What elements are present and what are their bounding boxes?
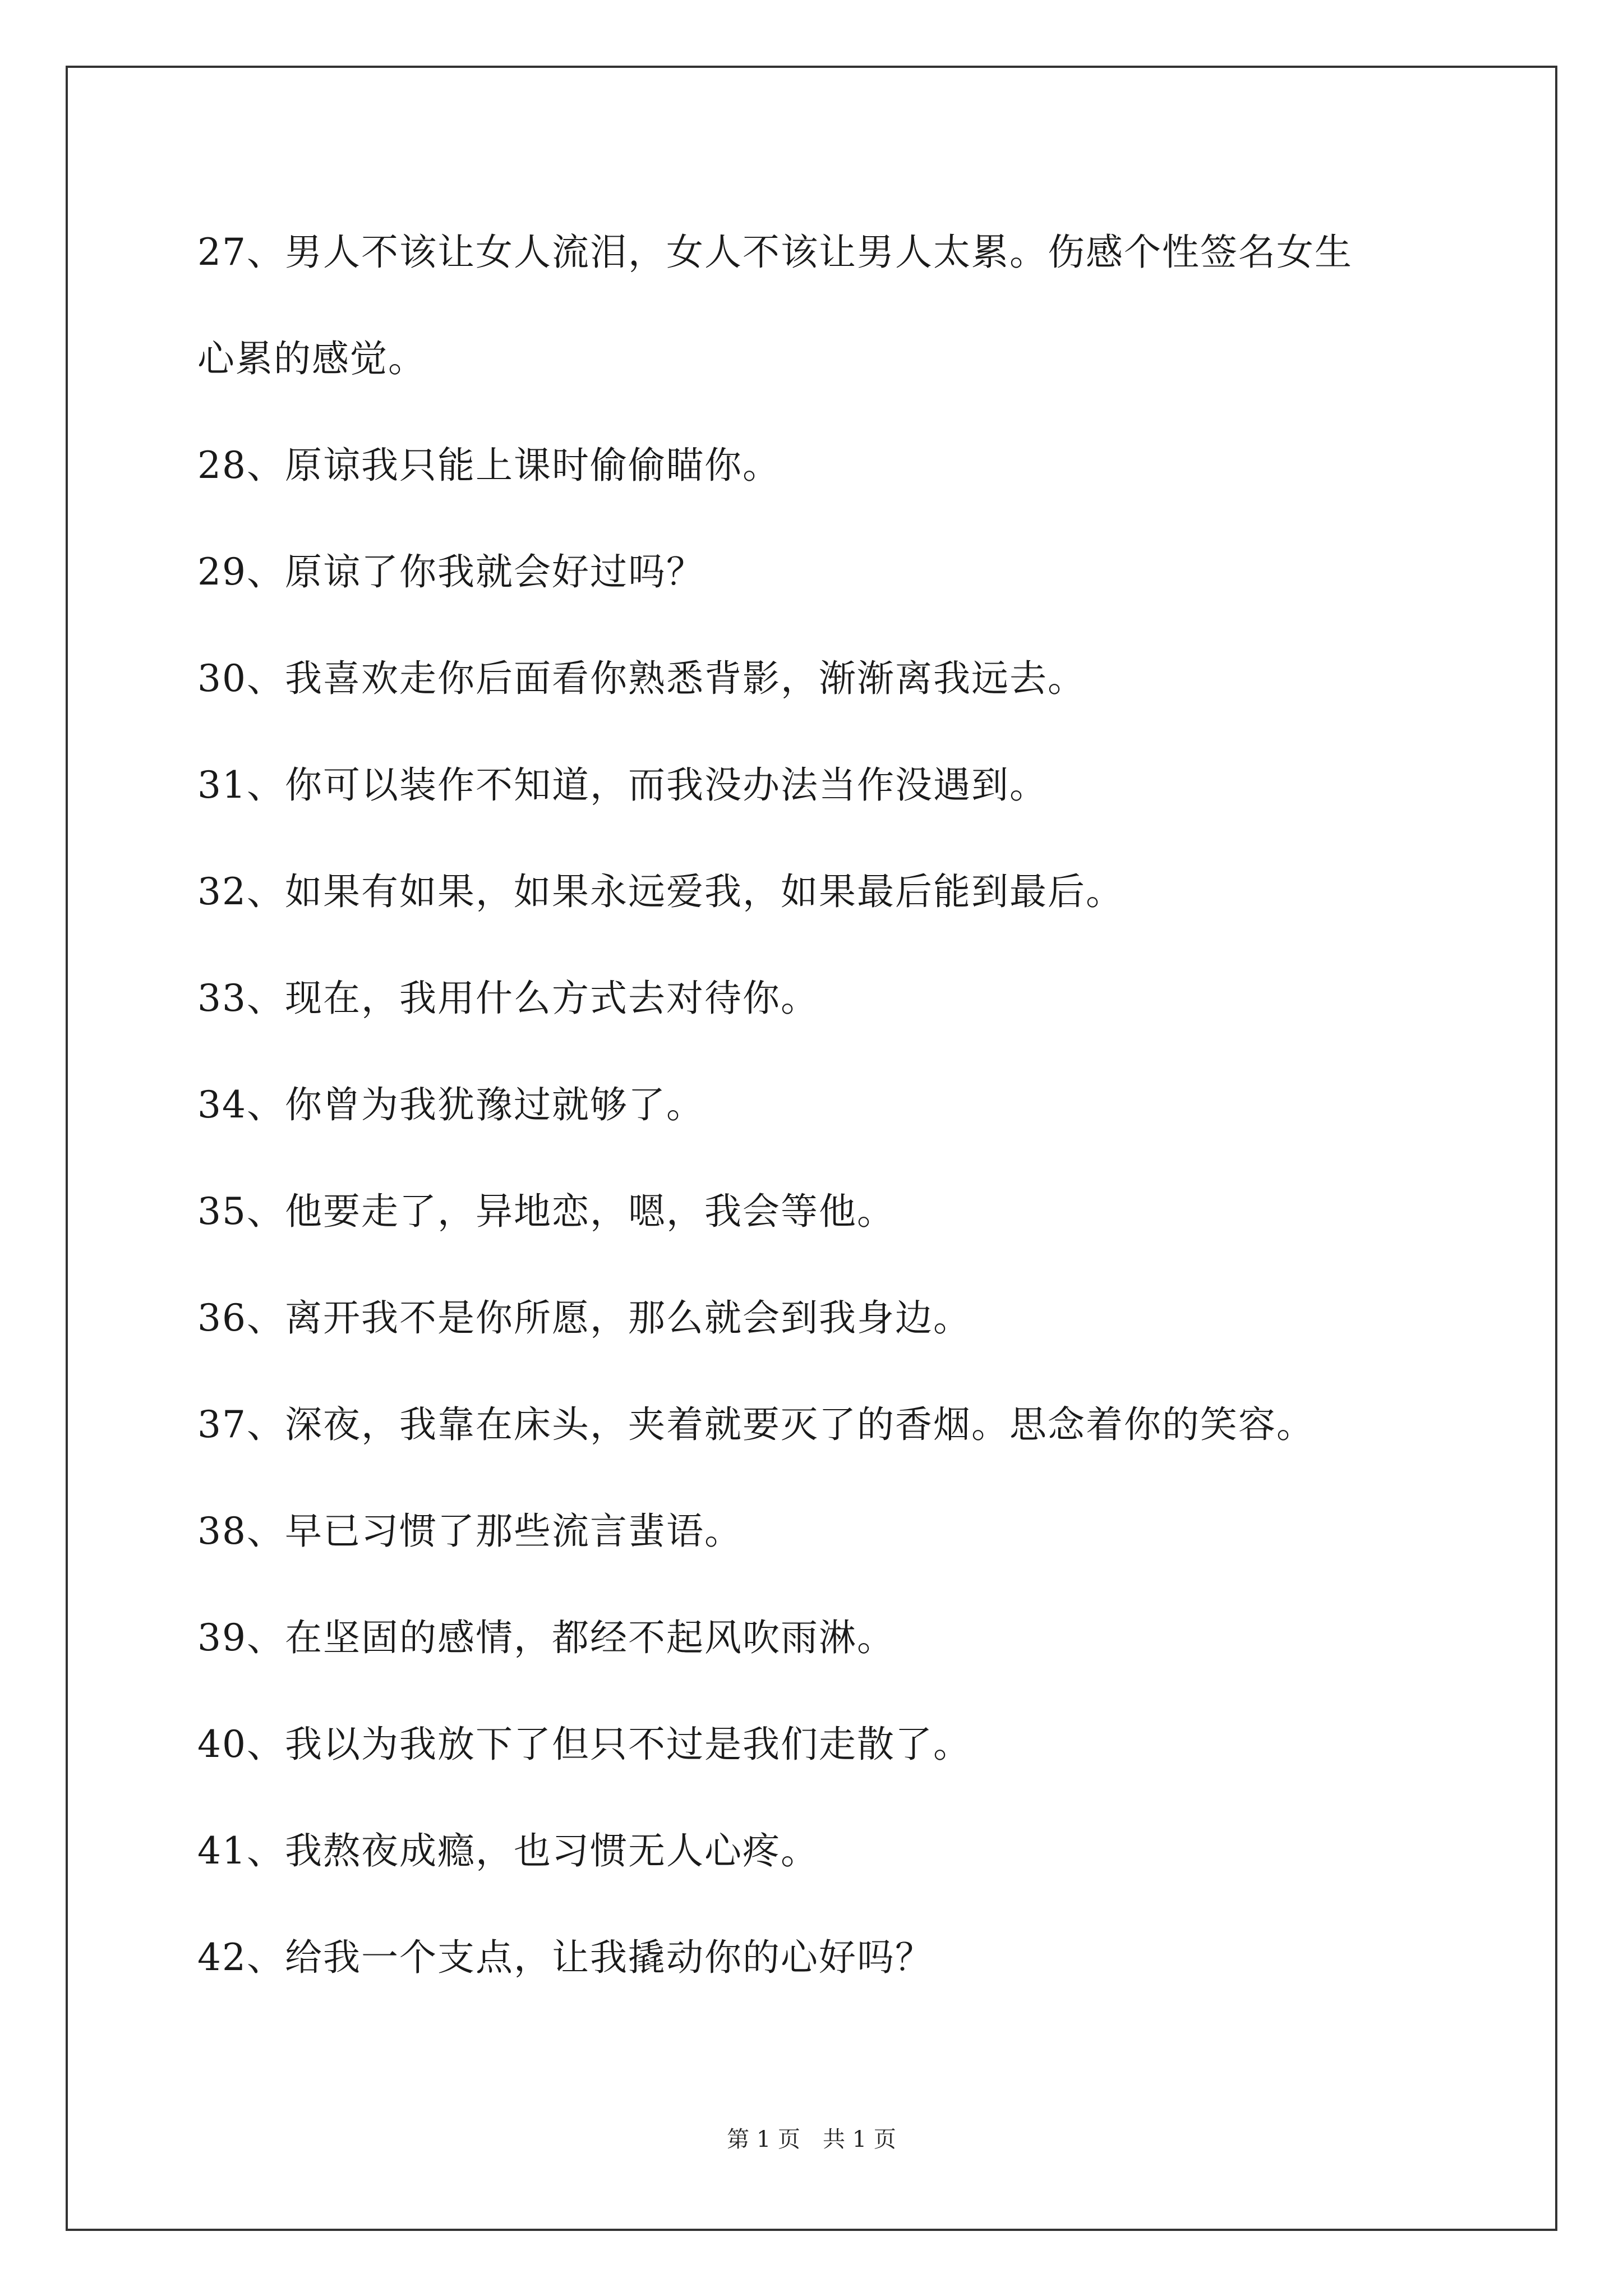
text-line: 36、离开我不是你所愿，那么就会到我身边。: [197, 1296, 971, 1340]
text-line: 40、我以为我放下了但只不过是我们走散了。: [197, 1723, 971, 1766]
text-line: 32、如果有如果，如果永远爱我，如果最后能到最后。: [197, 870, 1124, 913]
text-line: 33、现在，我用什么方式去对待你。: [197, 977, 819, 1020]
text-line: 27、男人不该让女人流泪，女人不该让男人太累。伤感个性签名女生: [197, 231, 1353, 274]
text-line: 29、原谅了你我就会好过吗？: [197, 550, 704, 593]
text-line: 28、原谅我只能上课时偷偷瞄你。: [197, 444, 781, 487]
text-line: 37、深夜，我靠在床头，夹着就要灭了的香烟。思念着你的笑容。: [197, 1403, 1315, 1446]
text-line: 35、他要走了，异地恋，嗯，我会等他。: [197, 1190, 895, 1233]
text-line: 38、早已习惯了那些流言蜚语。: [197, 1510, 743, 1553]
text-line: 31、你可以装作不知道，而我没办法当作没遇到。: [197, 763, 1048, 807]
text-line: 41、我熬夜成瘾，也习惯无人心疼。: [197, 1829, 819, 1872]
text-line: 42、给我一个支点，让我撬动你的心好吗？: [197, 1936, 933, 1979]
text-line: 30、我喜欢走你后面看你熟悉背影，渐渐离我远去。: [197, 657, 1086, 700]
text-line: 34、你曾为我犹豫过就够了。: [197, 1083, 704, 1126]
text-line: 心累的感觉。: [197, 337, 426, 380]
document-body: [197, 222, 1487, 2033]
page-number-footer: 第 1 页 共 1 页: [727, 2127, 896, 2152]
text-line: 39、在坚固的感情，都经不起风吹雨淋。: [197, 1616, 895, 1659]
